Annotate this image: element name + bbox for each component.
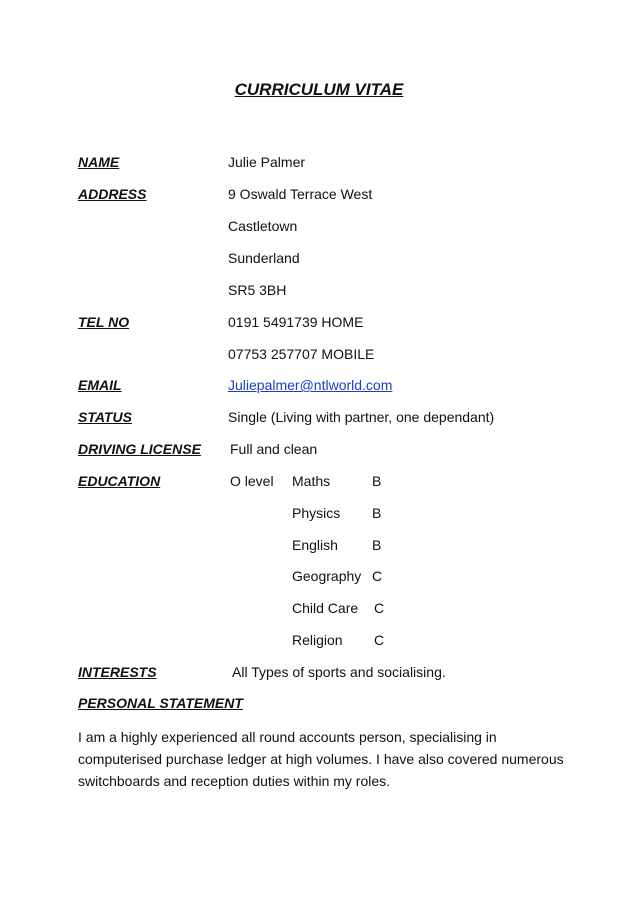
address-line-3: Sunderland (228, 250, 300, 266)
subject-grade: B (372, 537, 382, 553)
subject-grade: C (372, 568, 383, 584)
name-value: Julie Palmer (228, 154, 306, 170)
subject-name: Religion (292, 632, 343, 648)
email-label: EMAIL (78, 377, 122, 393)
subject-grade: B (372, 505, 382, 521)
subject-name: Geography (292, 568, 362, 584)
interests-label: INTERESTS (78, 664, 157, 680)
personal-statement-text: I am a highly experienced all round accounts person, specialising in computerised purchase ledger at high volumes. I have also covered numerous switchboards and reception duties within my roles. (78, 729, 564, 789)
personal-statement-label: PERSONAL STATEMENT (78, 695, 243, 711)
interests-value: All Types of sports and socialising. (232, 664, 446, 680)
subject-name: English (292, 537, 338, 553)
address-line-1: 9 Oswald Terrace West (228, 186, 373, 202)
subject-grade: B (372, 473, 382, 489)
subject-name: Maths (292, 473, 331, 489)
education-level: O level (230, 473, 274, 489)
tel-label: TEL NO (78, 314, 130, 330)
address-line-4: SR5 3BH (228, 282, 287, 298)
name-label: NAME (78, 154, 120, 170)
subject-grade: C (374, 600, 385, 616)
subject-name: Physics (292, 505, 341, 521)
tel-mobile: 07753 257707 MOBILE (228, 346, 375, 362)
address-line-2: Castletown (228, 218, 298, 234)
education-label: EDUCATION (78, 473, 161, 489)
status-value: Single (Living with partner, one dependant) (228, 409, 495, 425)
subject-grade: C (374, 632, 385, 648)
address-label: ADDRESS (78, 186, 147, 202)
driving-value: Full and clean (230, 441, 318, 457)
driving-label: DRIVING LICENSE (78, 441, 201, 457)
email-link[interactable]: Juliepalmer@ntlworld.com (228, 377, 393, 393)
subject-name: Child Care (292, 600, 359, 616)
document-title: CURRICULUM VITAE (234, 80, 404, 99)
status-label: STATUS (78, 409, 132, 425)
tel-home: 0191 5491739 HOME (228, 314, 364, 330)
